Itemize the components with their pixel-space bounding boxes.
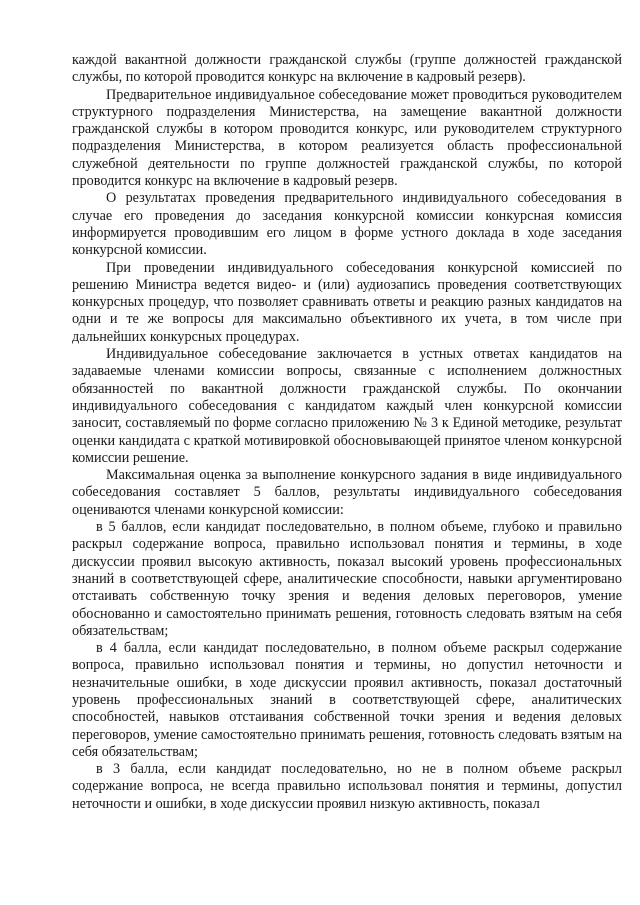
paragraph-score-4: в 4 балла, если кандидат последовательно, в полном объеме раскрыл содержание вопроса, правильно использовал понятия и термины, но допустил неточности и незначительные ошибки, в ходе дискуссии проявил активность, показал достаточный уровень профессиональных знаний в соответствующей сфере, аналитических способностей, навыков отстаивания собственной точки зрения и ведения деловых переговоров, умение самостоятельно принимать решения, готовность следовать взятым на себя обязательствам;: [72, 640, 622, 760]
paragraph-preliminary-interview: Предварительное индивидуальное собеседование может проводиться руководителем структурного подразделения Министерства, на замещение вакантной должности гражданской службы в котором проводится конкурс, или руководителем структурного подразделения Министерства, в котором реализуется область профессиональной служебной деятельности по группе должностей гражданской службы, по которой проводится конкурс на включение в кадровый резерв.: [72, 86, 622, 190]
paragraph-score-3: в 3 балла, если кандидат последовательно, но не в полном объеме раскрыл содержание вопроса, не всегда правильно использовал понятия и термины, допустил неточности и ошибки, в ходе дискуссии проявил низкую активность, показал: [72, 761, 622, 812]
paragraph-score-5: в 5 баллов, если кандидат последовательно, в полном объеме, глубоко и правильно раскрыл содержание вопроса, правильно использовал понятия и термины, в ходе дискуссии проявил высокую активность, показал высокий уровень профессиональных знаний в соответствующей сфере, аналитические способности, навыки аргументировано отстаивать собственную точку зрения и ведения деловых переговоров, умение обоснованно и самостоятельно принимать решения, готовность следовать взятым на себя обязательствам;: [72, 519, 622, 639]
document-page: [72, 52, 622, 813]
paragraph-individual-interview: Индивидуальное собеседование заключается в устных ответах кандидатов на задаваемые членами комиссии вопросы, связанные с исполнением должностных обязанностей по вакантной должности гражданской службы. По окончании индивидуального собеседования с кандидатом каждый член конкурсной комиссии заносит, составляемый по форме согласно приложению № 3 к Единой методике, результат оценки кандидата с краткой мотивировкой обосновывающей принятое членом конкурсной комиссии решение.: [72, 346, 622, 466]
paragraph-continuation: каждой вакантной должности гражданской службы (группе должностей гражданской службы, по которой проводится конкурс на включение в кадровый резерв).: [72, 52, 622, 86]
paragraph-interview-results: О результатах проведения предварительного индивидуального собеседования в случае его проведения до заседания конкурсной комиссии конкурсная комиссия информируется проводившим его лицом в форме устного доклада в ходе заседания конкурсной комиссии.: [72, 190, 622, 259]
paragraph-max-score: Максимальная оценка за выполнение конкурсного задания в виде индивидуального собеседования составляет 5 баллов, результаты индивидуального собеседования оцениваются членами конкурсной комиссии:: [72, 467, 622, 518]
paragraph-video-recording: При проведении индивидуального собеседования конкурсной комиссией по решению Министра ведется видео- и (или) аудиозапись проведения соответствующих конкурсных процедур, что позволяет сравнивать ответы и реакцию разных кандидатов на одни и те же вопросы для максимально объективного их учета, в том числе при дальнейших конкурсных процедурах.: [72, 259, 622, 345]
